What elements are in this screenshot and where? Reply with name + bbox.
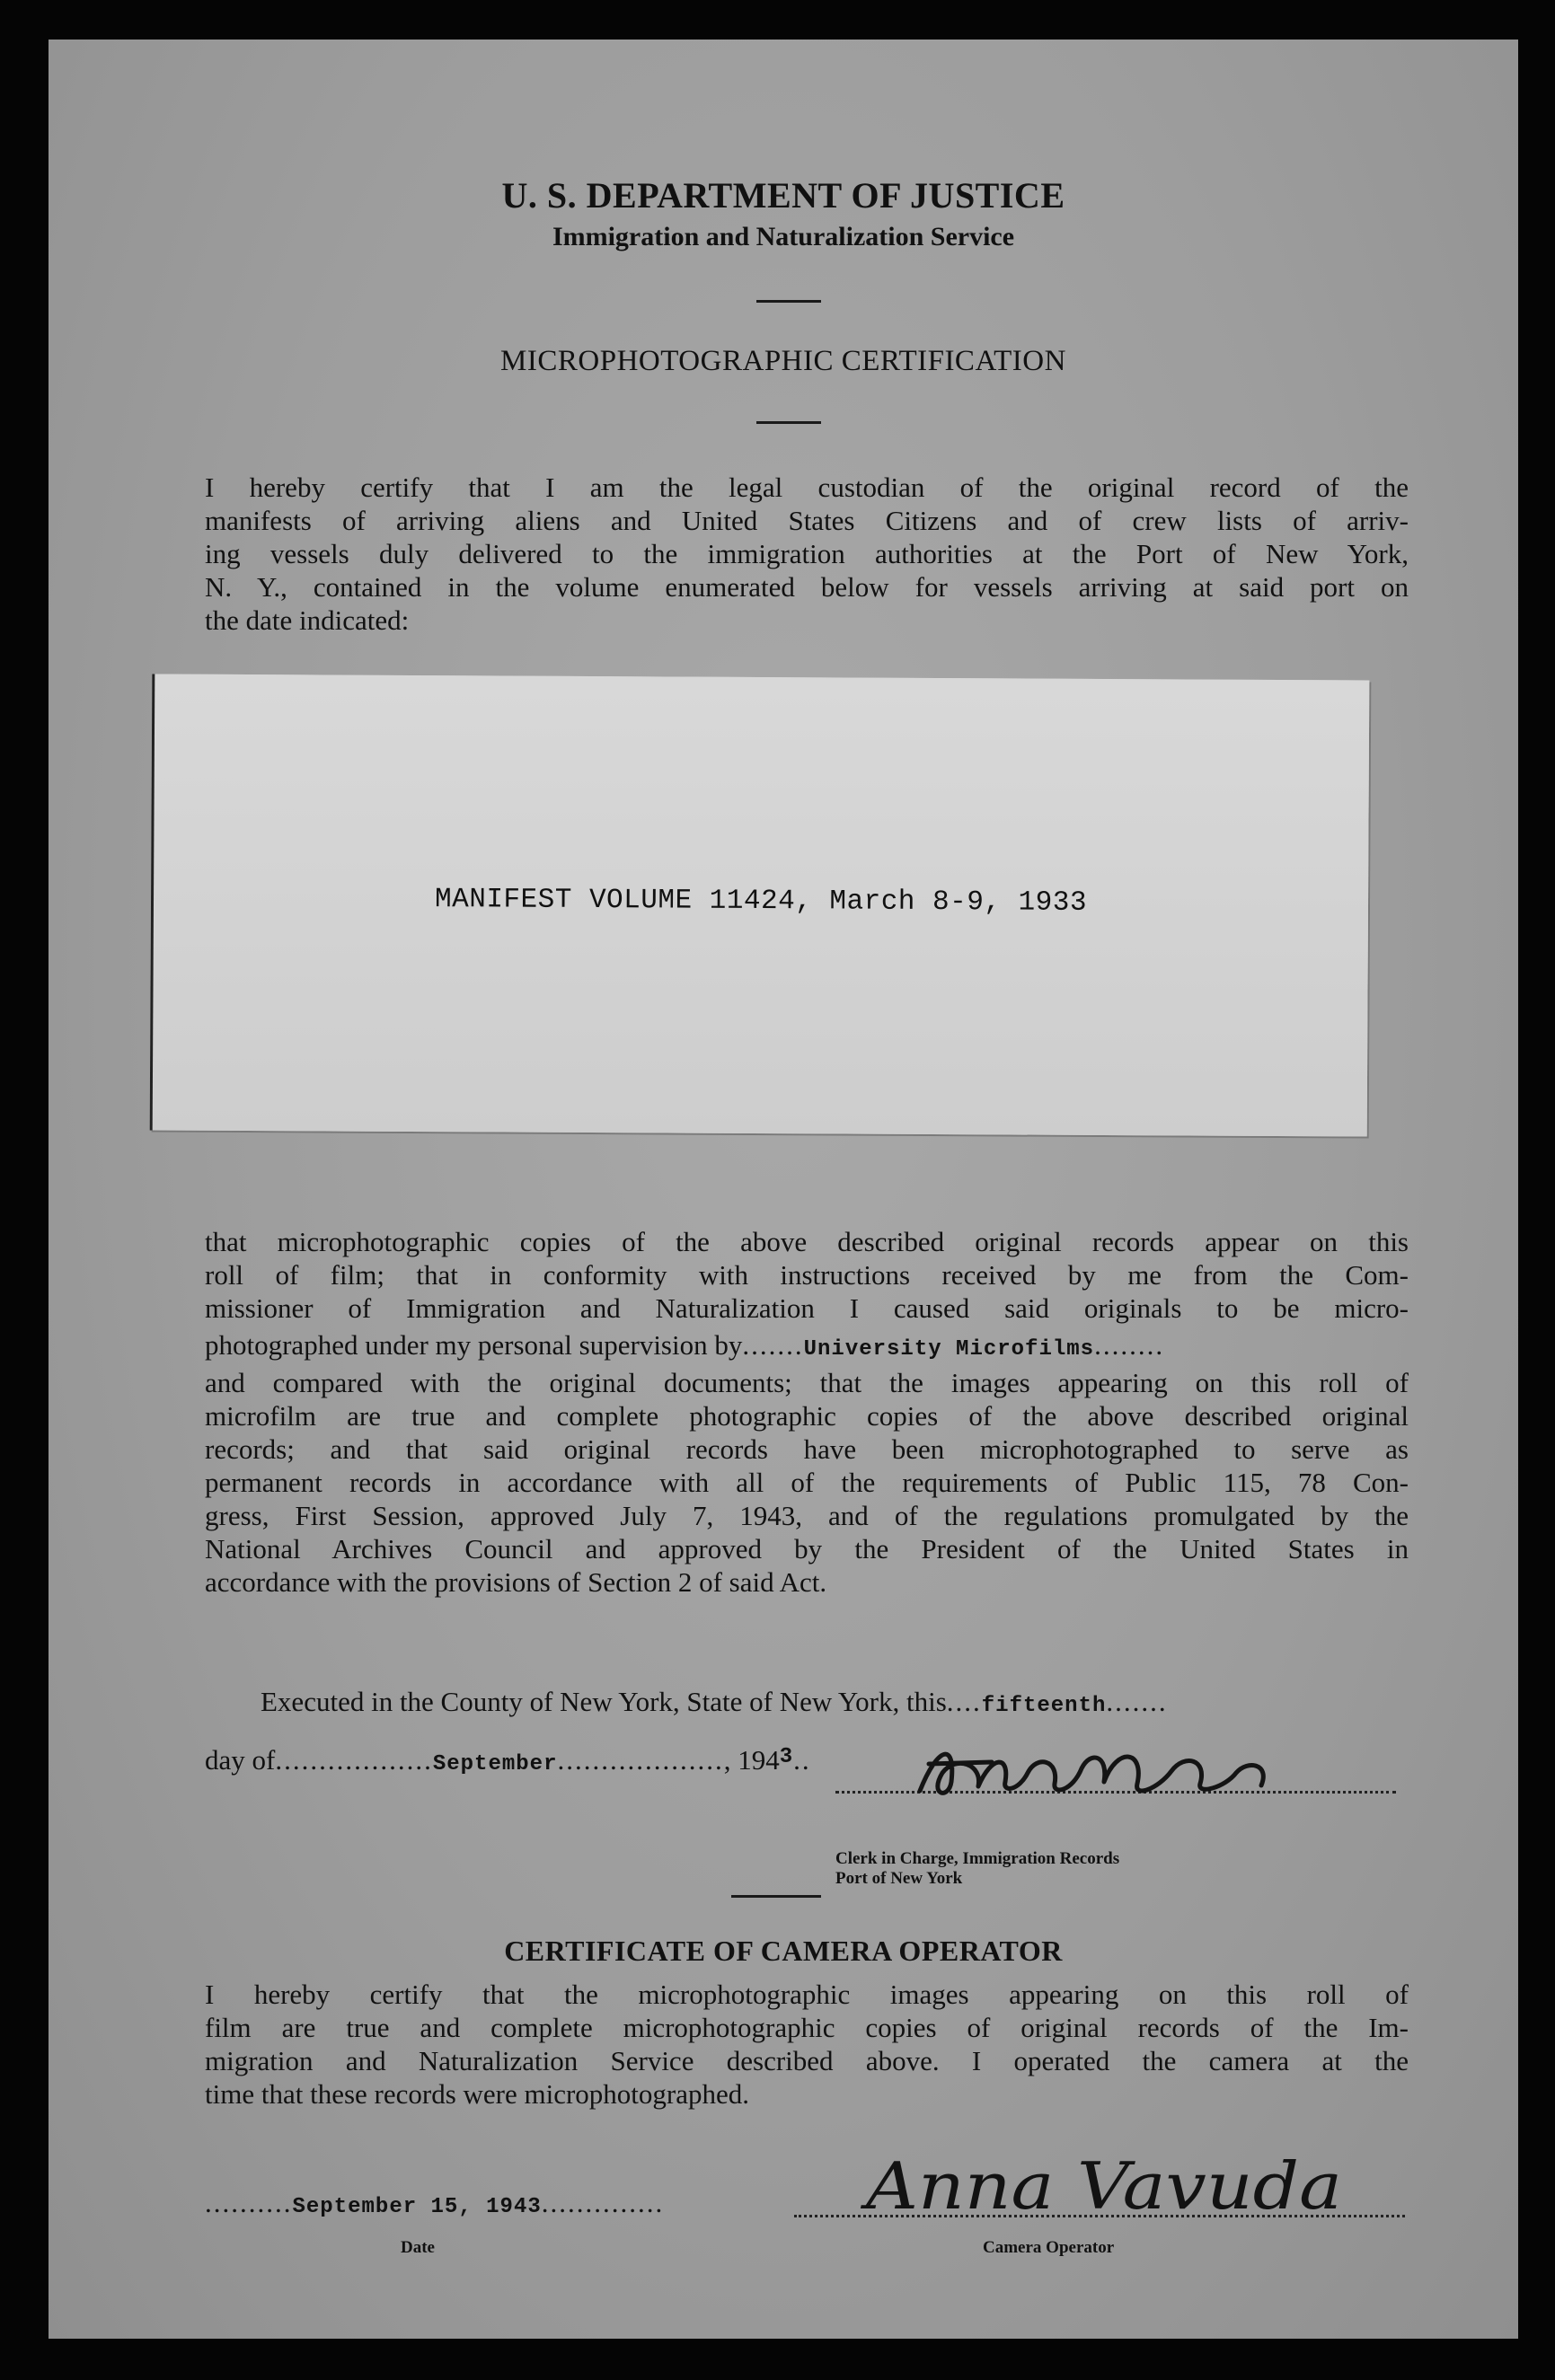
intro-line: ing vessels duly delivered to the immigration authorities at the Port of New York,: [205, 538, 1409, 569]
supervisor-value: University Microfilms: [803, 1337, 1095, 1362]
leader-dots: ..........: [205, 2187, 293, 2218]
execution-prefix: Executed in the County of New York, State of New York, this: [261, 1686, 947, 1717]
clerk-title: [835, 1849, 1119, 1889]
body-line: microfilm are true and complete photographic copies of the above described original: [205, 1400, 1409, 1432]
date-label: Date: [401, 2238, 435, 2257]
certificate-page: [49, 40, 1518, 2339]
execution-year-digit: 3: [779, 1745, 794, 1769]
clerk-title-line: Port of New York: [835, 1869, 963, 1888]
department-heading: U. S. DEPARTMENT OF JUSTICE: [501, 175, 1065, 216]
body-line: gress, First Session, approved July 7, 1943, and of the regulations promulgated by the: [205, 1500, 1409, 1531]
intro-line: manifests of arriving aliens and United States Citizens and of crew lists of arriv-: [205, 505, 1409, 536]
body-line: missioner of Immigration and Naturalization I caused said originals to be micro-: [205, 1292, 1409, 1324]
leader-dots: ..............: [541, 2187, 665, 2218]
camera-line: I hereby certify that the microphotographic images appearing on this roll of: [205, 1979, 1409, 2010]
volume-label: MANIFEST VOLUME 11424, March 8-9, 1933: [434, 884, 1088, 919]
execution-month-value: September: [432, 1752, 558, 1776]
body-paragraph: [205, 1225, 1409, 1599]
intro-line: N. Y., contained in the volume enumerated below for vessels arriving at said port on: [205, 571, 1409, 603]
camera-line: migration and Naturalization Service described above. I operated the camera at the: [205, 2045, 1409, 2076]
intro-line: I hereby certify that I am the legal custodian of the original record of the: [205, 472, 1409, 503]
body-line: National Archives Council and approved by the President of the United States in: [205, 1533, 1409, 1565]
operator-signature-text: Anna Vavuda: [860, 2148, 1342, 2224]
supervision-prefix: photographed under my personal supervision by: [205, 1329, 743, 1361]
leader-dots: ....: [946, 1686, 982, 1717]
operator-signature: [857, 2132, 1360, 2231]
divider: [756, 300, 821, 303]
leader-dots: ........: [1094, 1329, 1165, 1361]
body-line: roll of film; that in conformity with instructions received by me from the Com-: [205, 1259, 1409, 1291]
leader-dots: .......: [1106, 1686, 1168, 1717]
volume-insert-card: [150, 674, 1370, 1136]
year-prefix: , 194: [723, 1744, 780, 1776]
divider: [756, 421, 821, 424]
leader-dots: ..................: [275, 1744, 433, 1776]
camera-line: time that these records were microphotographed.: [205, 2078, 749, 2110]
execution-day-value: fifteenth: [981, 1694, 1107, 1718]
leader-dots: .......: [742, 1329, 804, 1361]
date-line: [205, 2186, 664, 2224]
clerk-title-line: Clerk in Charge, Immigration Records: [835, 1849, 1120, 1868]
camera-line: film are true and complete microphotographic copies of original records of the Im-: [205, 2012, 1409, 2043]
body-line: and compared with the original documents; that the images appearing on this roll of: [205, 1367, 1409, 1398]
leader-dots: ...................: [557, 1744, 724, 1776]
execution-line: [261, 1685, 1168, 1723]
camera-operator-title: CERTIFICATE OF CAMERA OPERATOR: [504, 1935, 1063, 1967]
leader-dots: ..: [793, 1744, 811, 1776]
camera-operator-paragraph: [205, 1978, 1409, 2111]
body-line: records; and that said original records have been microphotographed to serve as: [205, 1433, 1409, 1465]
body-line: that microphotographic copies of the above described original records appear on this: [205, 1226, 1409, 1257]
intro-line: the date indicated:: [205, 604, 410, 636]
intro-paragraph: [205, 471, 1409, 637]
certification-title: MICROPHOTOGRAPHIC CERTIFICATION: [500, 345, 1066, 377]
supervision-line: [205, 1328, 1409, 1366]
clerk-signature: [902, 1728, 1315, 1809]
divider: [731, 1895, 821, 1898]
operator-label: Camera Operator: [983, 2238, 1115, 2257]
body-line: accordance with the provisions of Section 2 of said Act.: [205, 1566, 827, 1598]
day-of-label: day of: [205, 1744, 276, 1776]
body-line: permanent records in accordance with all of the requirements of Public 115, 78 Con-: [205, 1467, 1409, 1498]
day-of-line: [205, 1743, 811, 1781]
service-heading: Immigration and Naturalization Service: [552, 222, 1015, 251]
date-value: September 15, 1943: [292, 2195, 542, 2219]
